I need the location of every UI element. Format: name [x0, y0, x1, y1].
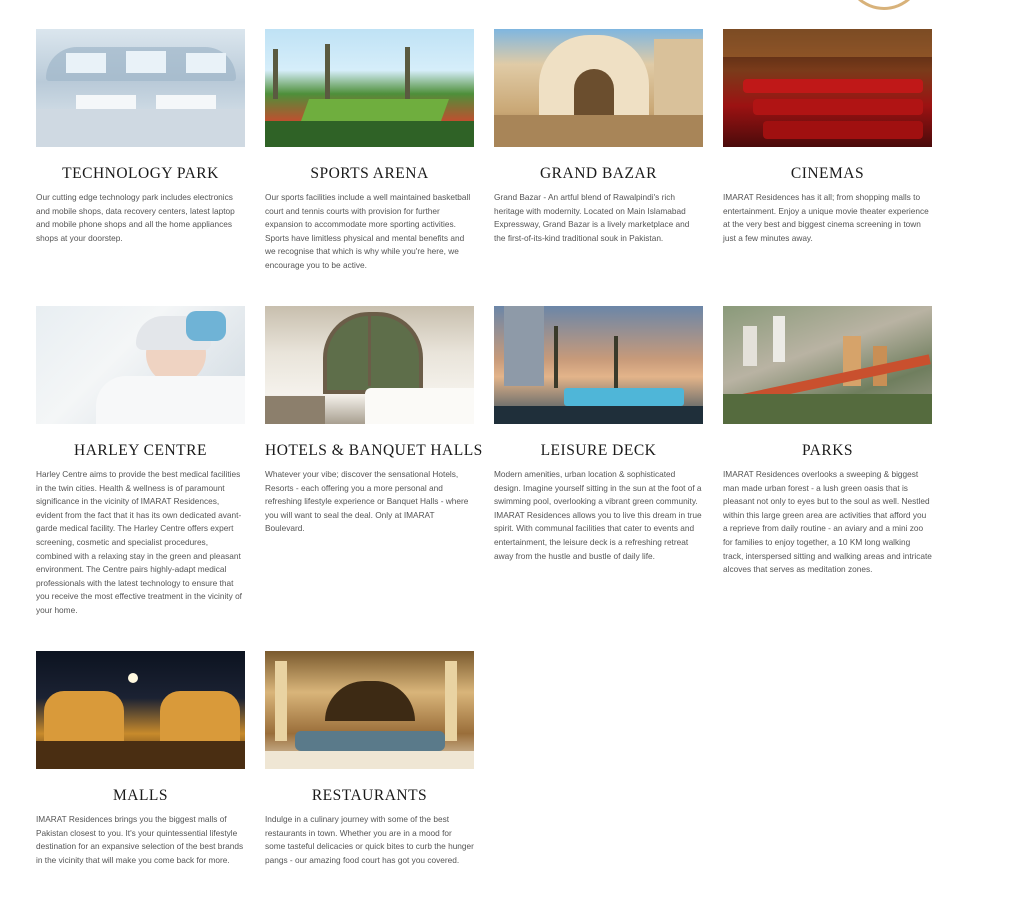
amenity-card-malls — [36, 651, 245, 891]
cinemas-image — [723, 29, 932, 147]
grand-bazar-image — [494, 29, 703, 147]
amenity-title: GRAND BAZAR — [539, 165, 658, 182]
amenity-card-technology-park — [36, 29, 245, 306]
amenity-card-cinemas — [723, 29, 932, 306]
hotels-banquet-image — [265, 306, 474, 424]
harley-centre-image — [36, 306, 245, 424]
amenity-description: Grand Bazar - An artful blend of Rawalpindi's rich heritage with modernity. Located on Main Islamabad Expressway, Grand Bazar is a lively marketplace and the first-of-its-kind traditional souk in Pakistan. — [494, 192, 690, 243]
technology-park-image — [36, 29, 245, 147]
amenity-description: IMARAT Residences brings you the biggest malls of Pakistan closest to you. It's your quintessential lifestyle destination for an expansive selection of the best brands in the vicinity that will make you come back for more. — [36, 814, 244, 865]
amenity-description: Whatever your vibe; discover the sensational Hotels, Resorts - each offering you a more personal and refreshing lifestyle experience or Banquet Halls - where you will want to seal the deal. Only at IMARAT Boulevard. — [265, 469, 469, 534]
amenity-card-harley-centre — [36, 306, 245, 651]
amenity-description: IMARAT Residences overlooks a sweeping & biggest man made urban forest - a lush green oasis that is pleasant not only to eyes but to the soul as well. Nestled within this large green area are activities that afford you a reprieve from daily routine - an aviary and a mini zoo for families to enjoy together, a 10 KM long walking track, interspersed sitting and walking areas and intricate alcoves that serves as meditation zones. — [723, 469, 932, 575]
amenity-description: Our sports facilities include a well maintained basketball court and tennis courts with provision for further expansion to accommodate more sporting activities. Sports have limitless physical and mental benefits and we recognise that which is why while you're here, we encourage you to be active. — [265, 192, 471, 270]
amenity-title: TECHNOLOGY PARK — [62, 165, 219, 182]
amenity-title: MALLS — [112, 787, 169, 804]
amenity-title: LEISURE DECK — [540, 442, 657, 459]
amenity-title: HOTELS & BANQUET HALLS — [265, 442, 483, 459]
amenity-card-restaurants — [265, 651, 474, 891]
amenity-title: CINEMAS — [790, 165, 865, 182]
malls-image — [36, 651, 245, 769]
amenity-card-hotels-banquet-halls — [265, 306, 483, 651]
amenity-description: Indulge in a culinary journey with some of the best restaurants in town. Whether you are in a mood for some tasteful delicacies or quick bites to curb the hunger pangs - our amazing food court has got you covered. — [265, 814, 474, 865]
amenity-card-grand-bazar — [494, 29, 703, 306]
amenity-card-parks — [723, 306, 932, 651]
amenity-title: HARLEY CENTRE — [74, 442, 207, 459]
amenity-description: Harley Centre aims to provide the best medical facilities in the twin cities. Health & wellness is of paramount significance in the vicinity of IMARAT Residences, evident from the fact that it has its own dedicated avant-garde medical facility. The Harley Centre offers expert screening, cosmetic and specialist procedures, combined with a relaxing stay in the green and pleasant environment. The Centre pairs highly-adapt medical professionals with the latest technology to ensure that you receive the most effective treatment in the vicinity of your home. — [36, 469, 242, 615]
leisure-deck-image — [494, 306, 703, 424]
amenity-description: Modern amenities, urban location & sophisticated design. Imagine yourself sitting in the sun at the foot of a swimming pool, overlooking a vibrant green community. IMARAT Residences allows you to live this dream in true spirit. With communal facilities that cater to events and entertainment, the leisure deck is a refreshing retreat away from the hustle and bustle of daily life. — [494, 469, 702, 561]
logo-emblem — [845, 0, 923, 10]
amenity-card-leisure-deck — [494, 306, 703, 651]
sports-arena-image — [265, 29, 474, 147]
parks-image — [723, 306, 932, 424]
amenity-description: IMARAT Residences has it all; from shopping malls to entertainment. Enjoy a unique movie theater experience at the very best and biggest cinema screening in town just a few minutes away. — [723, 192, 929, 243]
amenity-title: PARKS — [801, 442, 854, 459]
amenity-card-sports-arena — [265, 29, 474, 306]
restaurants-image — [265, 651, 474, 769]
amenity-description: Our cutting edge technology park includes electronics and mobile shops, data recovery centers, latest laptop and mobile phone shops and all the home appliances shops at your doorstep. — [36, 192, 235, 243]
amenity-title: RESTAURANTS — [311, 787, 428, 804]
amenities-grid — [36, 29, 931, 891]
amenity-title: SPORTS ARENA — [310, 165, 429, 182]
